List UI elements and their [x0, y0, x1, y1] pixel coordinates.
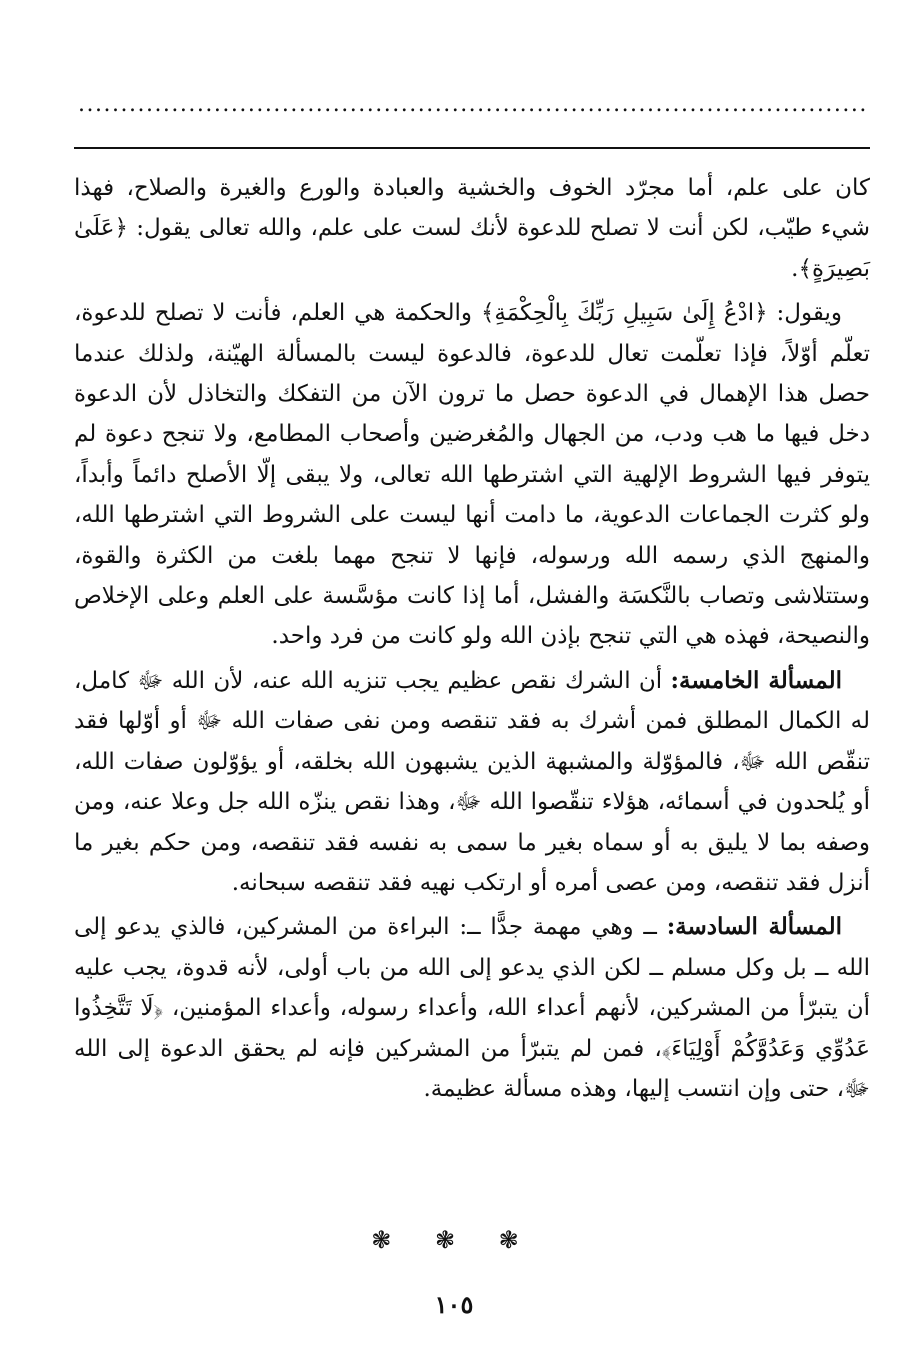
- paragraph-4: [74, 907, 870, 1109]
- page-body: [74, 168, 870, 1109]
- header-rule: [74, 147, 870, 149]
- header-dotted-line: .............................................................................................: [78, 92, 868, 117]
- ornament-divider: ❃ ❃ ❃: [371, 1226, 537, 1254]
- paragraph-2: ويقول: ﴿ادْعُ إِلَىٰ سَبِيلِ رَبِّكَ بِالْحِكْمَةِ﴾ والحكمة هي العلم، فأنت لا تصلح للدعوة، تعلّم أوّلاً، فإذا تعلّمت تعال للدعوة، فالدعوة ليست بالمسألة الهيّنة، ولذلك عندما حصل هذا الإهمال في الدعوة حصل ما ترون الآن من التفكك والتخاذل لأن الدعوة دخل فيها ما هب ودب، من الجهال والمُغرضين وأصحاب المطامع، ولا تنجح دعوة لم يتوفر فيها الشروط الإلهية التي اشترطها الله تعالى، ولا يبقى إلّا الأصلح دائماً وأبداً، ولو كثرت الجماعات الدعوية، ما دامت أنها ليست على الشروط التي اشترطها الله، والمنهج الذي رسمه الله ورسوله، فإنها لا تنجح مهما بلغت من الكثرة والقوة، وستتلاشى وتصاب بالنَّكسَة والفشل، أما إذا كانت مؤسَّسة على العلم وعلى الإخلاص والنصيحة، فهذه هي التي تنجح بإذن الله ولو كانت من فرد واحد.: [74, 300, 870, 650]
- paragraph-3: [74, 661, 870, 903]
- page-number: ١٠٥: [434, 1290, 474, 1319]
- paragraph-1: كان على علم، أما مجرّد الخوف والخشية والعبادة والورع والغيرة والصلاح، فهذا شيء طيّب، لكن أنت لا تصلح للدعوة لأنك لست على علم، والله تعالى يقول: ﴿عَلَىٰ بَصِيرَةٍ﴾.: [74, 175, 870, 282]
- section-heading-5: المسألة الخامسة:: [670, 666, 842, 694]
- paragraph-4-text: ــ وهي مهمة جدًّا ــ: البراءة من المشركين، فالذي يدعو إلى الله ــ بل وكل مسلم ــ لكن الذي يدعو إلى الله من باب أولى، لأنه قدوة، يجب عليه أن يتبرّأ من المشركين، لأنهم أعداء الله، وأعداء رسوله، وأعداء المؤمنين، ﴿لَا تَتَّخِذُوا عَدُوِّي وَعَدُوَّكُمْ أَوْلِيَاءَ﴾، فمن لم يتبرّأ من المشركين فإنه لم يحقق الدعوة إلى الله ﷻ، حتى وإن انتسب إليها، وهذه مسألة عظيمة.: [74, 914, 870, 1102]
- paragraph-3-text: أن الشرك نقص عظيم يجب تنزيه الله عنه، لأن الله ﷻ كامل، له الكمال المطلق فمن أشرك به فقد تنقصه ومن نفى صفات الله ﷻ أو أوّلها فقد تنقّص الله ﷻ، فالمؤوّلة والمشبهة الذين يشبهون الله بخلقه، أو يؤوّلون صفات الله، أو يُلحدون في أسمائه، هؤلاء تنقّصوا الله ﷻ، وهذا نقص ينزّه الله جل وعلا عنه، ومن وصفه بما لا يليق به أو سماه بغير ما سمى به نفسه فقد تنقصه، ومن حكم بغير ما أنزل فقد تنقصه، ومن عصى أمره أو ارتكب نهيه فقد تنقصه سبحانه.: [74, 667, 870, 896]
- section-heading-6: المسألة السادسة:: [666, 913, 842, 941]
